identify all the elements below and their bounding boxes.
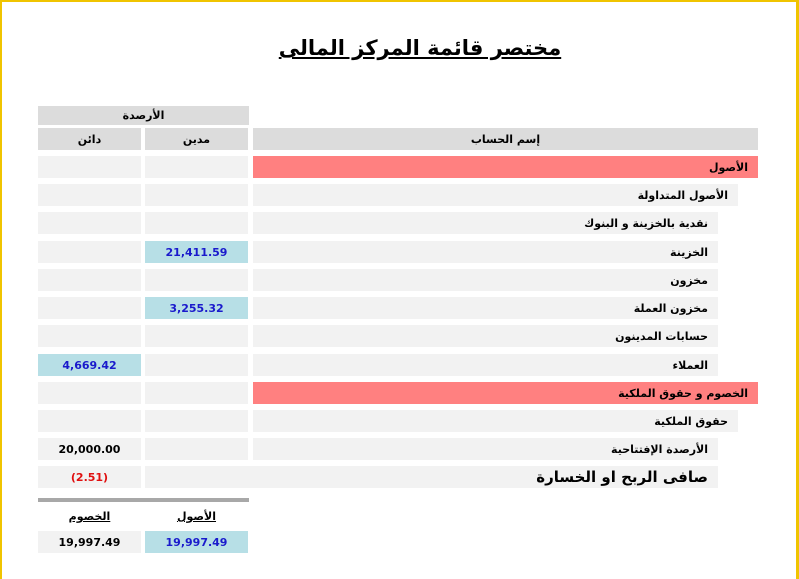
frame-top-border: [0, 0, 799, 2]
totals-separator: [38, 498, 249, 502]
page-title: مختصر قائمة المركز المالى: [278, 36, 562, 60]
debit-cell: [145, 269, 248, 291]
credit-cell: [38, 297, 141, 319]
liabilities-total-label: الخصوم: [68, 510, 111, 523]
assets-total-label: الأصول: [176, 510, 217, 523]
account-row-current-assets: الأصول المتداولة: [253, 184, 738, 206]
account-name-header: إسم الحساب: [253, 128, 758, 150]
debit-cell: 21,411.59: [145, 241, 248, 263]
credit-header: دائن: [38, 128, 141, 150]
account-row-equity: حقوق الملكية: [253, 410, 738, 432]
account-row-receivables: حسابات المدينون: [253, 325, 718, 347]
credit-cell: [38, 212, 141, 234]
account-row-opening-balances: الأرصدة الإفتتاحية: [253, 438, 718, 460]
credit-cell: [38, 269, 141, 291]
balances-header: الأرصدة: [38, 106, 249, 125]
account-row-liabilities-equity: الخصوم و حقوق الملكية: [253, 382, 758, 404]
account-row-cash-and-banks: نقدية بالخزينة و البنوك: [253, 212, 718, 234]
debit-cell: [145, 438, 248, 460]
credit-cell: [38, 241, 141, 263]
credit-cell: [38, 184, 141, 206]
credit-cell: 4,669.42: [38, 354, 141, 376]
account-row-inventory: مخزون: [253, 269, 718, 291]
credit-cell: 20,000.00: [38, 438, 141, 460]
debit-cell: [145, 354, 248, 376]
net-profit-value: (2.51): [38, 466, 141, 488]
credit-cell: [38, 325, 141, 347]
account-row-currency-inventory: مخزون العملة: [253, 297, 718, 319]
account-row-clients: العملاء: [253, 354, 718, 376]
debit-header: مدين: [145, 128, 248, 150]
liabilities-total-value: 19,997.49: [38, 531, 141, 553]
debit-cell: [145, 212, 248, 234]
frame-left-border: [0, 0, 2, 579]
debit-cell: [145, 325, 248, 347]
debit-cell: [145, 156, 248, 178]
account-row-treasury: الخزينة: [253, 241, 718, 263]
debit-cell: [145, 184, 248, 206]
debit-cell: [145, 410, 248, 432]
net-profit-label: صافى الربح او الخسارة: [145, 466, 718, 488]
account-row-assets: الأصول: [253, 156, 758, 178]
assets-total-value: 19,997.49: [145, 531, 248, 553]
debit-cell: 3,255.32: [145, 297, 248, 319]
debit-cell: [145, 382, 248, 404]
credit-cell: [38, 410, 141, 432]
credit-cell: [38, 156, 141, 178]
credit-cell: [38, 382, 141, 404]
